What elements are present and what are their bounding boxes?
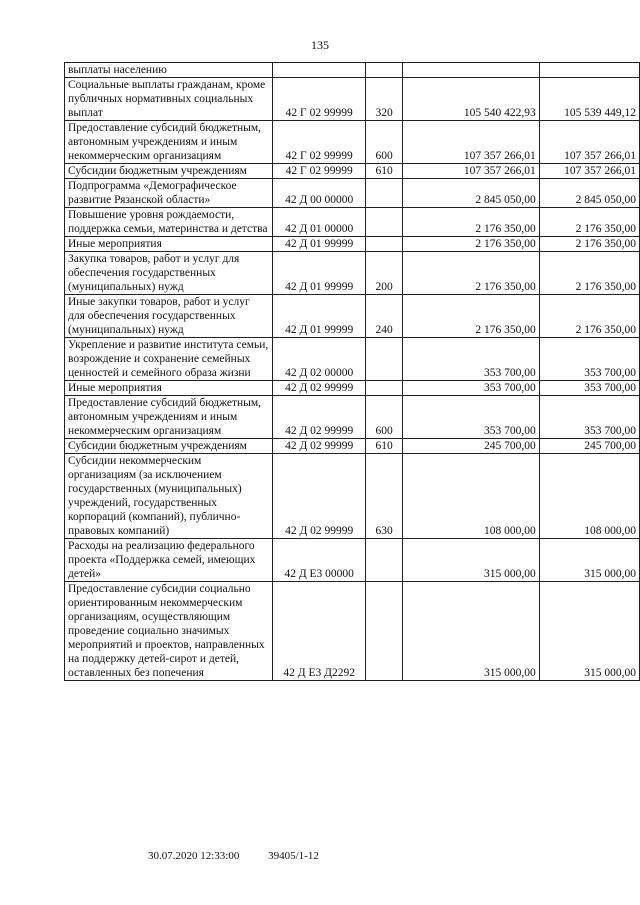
row-amount-2-cell: 245 700,00: [539, 439, 639, 454]
row-amount-1-cell: 353 700,00: [402, 338, 539, 381]
row-amount-2-cell: 315 000,00: [539, 582, 639, 681]
row-code-cell: 42 Д 01 99999: [272, 237, 365, 252]
table-row: [65, 582, 640, 681]
row-type-cell: [366, 338, 403, 381]
table-row: [65, 179, 640, 208]
row-amount-1-cell: 105 540 422,93: [402, 78, 539, 121]
row-code-cell: 42 Г 02 99999: [272, 121, 365, 164]
table-row: [65, 121, 640, 164]
row-code-cell: 42 Д 00 00000: [272, 179, 365, 208]
row-amount-1-cell: 107 357 266,01: [402, 164, 539, 179]
row-amount-2-cell: 2 176 350,00: [539, 237, 639, 252]
table-row: [65, 295, 640, 338]
row-code-cell: 42 Д 01 00000: [272, 208, 365, 237]
row-type-cell: 610: [366, 164, 403, 179]
row-amount-2-cell: 107 357 266,01: [539, 121, 639, 164]
row-type-cell: [366, 179, 403, 208]
row-code-cell: 42 Д 02 99999: [272, 454, 365, 539]
table-row: [65, 539, 640, 582]
row-amount-2-cell: 353 700,00: [539, 381, 639, 396]
row-type-cell: [366, 381, 403, 396]
row-name-cell: Расходы на реализацию федерального проекта «Поддержка семей, имеющих детей»: [65, 539, 273, 582]
row-name-cell: Субсидии бюджетным учреждениям: [65, 164, 273, 179]
row-name-cell: Закупка товаров, работ и услуг для обеспечения государственных (муниципальных) нужд: [65, 252, 273, 295]
table-row: [65, 381, 640, 396]
row-amount-1-cell: 353 700,00: [402, 381, 539, 396]
table-row: [65, 338, 640, 381]
row-amount-1-cell: 353 700,00: [402, 396, 539, 439]
row-name-cell: Иные мероприятия: [65, 237, 273, 252]
row-amount-2-cell: 105 539 449,12: [539, 78, 639, 121]
row-amount-1-cell: 2 176 350,00: [402, 237, 539, 252]
row-code-cell: 42 Д 02 99999: [272, 396, 365, 439]
row-type-cell: 320: [366, 78, 403, 121]
row-type-cell: [366, 582, 403, 681]
row-name-cell: Повышение уровня рождаемости, поддержка семьи, материнства и детства: [65, 208, 273, 237]
row-name-cell: выплаты населению: [65, 63, 273, 78]
page-number: 135: [311, 38, 329, 52]
row-name-cell: Субсидии некоммерческим организациям (за исключением государственных (муниципальных) учреждений, государственных корпораций (компаний), публично-правовых компаний): [65, 454, 273, 539]
row-amount-1-cell: 108 000,00: [402, 454, 539, 539]
row-code-cell: 42 Д 02 99999: [272, 439, 365, 454]
table-row: [65, 439, 640, 454]
row-code-cell: 42 Д 02 00000: [272, 338, 365, 381]
footer: [148, 850, 319, 862]
row-amount-2-cell: 2 176 350,00: [539, 208, 639, 237]
row-amount-1-cell: 107 357 266,01: [402, 121, 539, 164]
row-type-cell: 610: [366, 439, 403, 454]
row-amount-2-cell: 2 176 350,00: [539, 295, 639, 338]
row-amount-2-cell: 2 845 050,00: [539, 179, 639, 208]
row-type-cell: [366, 208, 403, 237]
row-code-cell: 42 Д Е3 00000: [272, 539, 365, 582]
row-code-cell: 42 Г 02 99999: [272, 164, 365, 179]
row-name-cell: Подпрограмма «Демографическое развитие Рязанской области»: [65, 179, 273, 208]
row-amount-2-cell: 108 000,00: [539, 454, 639, 539]
table-body: [65, 63, 640, 681]
row-code-cell: 42 Д 02 99999: [272, 381, 365, 396]
row-amount-1-cell: 2 176 350,00: [402, 252, 539, 295]
table-row: [65, 208, 640, 237]
table-row: [65, 78, 640, 121]
row-name-cell: Иные закупки товаров, работ и услуг для обеспечения государственных (муниципальных) нужд: [65, 295, 273, 338]
table-row: [65, 164, 640, 179]
row-type-cell: 200: [366, 252, 403, 295]
footer-doc-code: 39405/1-12: [268, 850, 319, 862]
row-amount-1-cell: 315 000,00: [402, 539, 539, 582]
row-amount-1-cell: 2 176 350,00: [402, 208, 539, 237]
row-name-cell: Предоставление субсидий бюджетным, автономным учреждениям и иным некоммерческим организациям: [65, 396, 273, 439]
row-amount-2-cell: 353 700,00: [539, 338, 639, 381]
table-row: [65, 252, 640, 295]
row-code-cell: 42 Д 01 99999: [272, 295, 365, 338]
table-row: [65, 237, 640, 252]
row-amount-1-cell: 315 000,00: [402, 582, 539, 681]
row-type-cell: [366, 539, 403, 582]
row-name-cell: Предоставление субсидий бюджетным, автономным учреждениям и иным некоммерческим организациям: [65, 121, 273, 164]
row-type-cell: 600: [366, 396, 403, 439]
budget-table: [64, 62, 640, 681]
row-code-cell: 42 Д Е3 Д2292: [272, 582, 365, 681]
row-amount-1-cell: 2 845 050,00: [402, 179, 539, 208]
row-name-cell: Укрепление и развитие института семьи, возрождение и сохранение семейных ценностей и семейного образа жизни: [65, 338, 273, 381]
row-name-cell: Субсидии бюджетным учреждениям: [65, 439, 273, 454]
row-code-cell: 42 Г 02 99999: [272, 78, 365, 121]
row-amount-2-cell: 107 357 266,01: [539, 164, 639, 179]
row-type-cell: 630: [366, 454, 403, 539]
row-type-cell: 240: [366, 295, 403, 338]
row-name-cell: Социальные выплаты гражданам, кроме публичных нормативных социальных выплат: [65, 78, 273, 121]
row-type-cell: 600: [366, 121, 403, 164]
row-code-cell: 42 Д 01 99999: [272, 252, 365, 295]
row-amount-1-cell: 245 700,00: [402, 439, 539, 454]
row-amount-2-cell: 315 000,00: [539, 539, 639, 582]
row-type-cell: [366, 63, 403, 78]
table-row: [65, 396, 640, 439]
row-amount-1-cell: 2 176 350,00: [402, 295, 539, 338]
table-row: [65, 63, 640, 78]
row-amount-2-cell: 2 176 350,00: [539, 252, 639, 295]
table-row: [65, 454, 640, 539]
row-name-cell: Иные мероприятия: [65, 381, 273, 396]
row-type-cell: [366, 237, 403, 252]
footer-timestamp: 30.07.2020 12:33:00: [148, 850, 240, 862]
row-name-cell: Предоставление субсидии социально ориентированным некоммерческим организациям, осуществляющим проведение социально значимых мероприятий и проектов, направленных на поддержку детей-сирот и детей, оставленных без попечения: [65, 582, 273, 681]
row-amount-2-cell: 353 700,00: [539, 396, 639, 439]
row-code-cell: [272, 63, 365, 78]
row-amount-2-cell: [539, 63, 639, 78]
row-amount-1-cell: [402, 63, 539, 78]
